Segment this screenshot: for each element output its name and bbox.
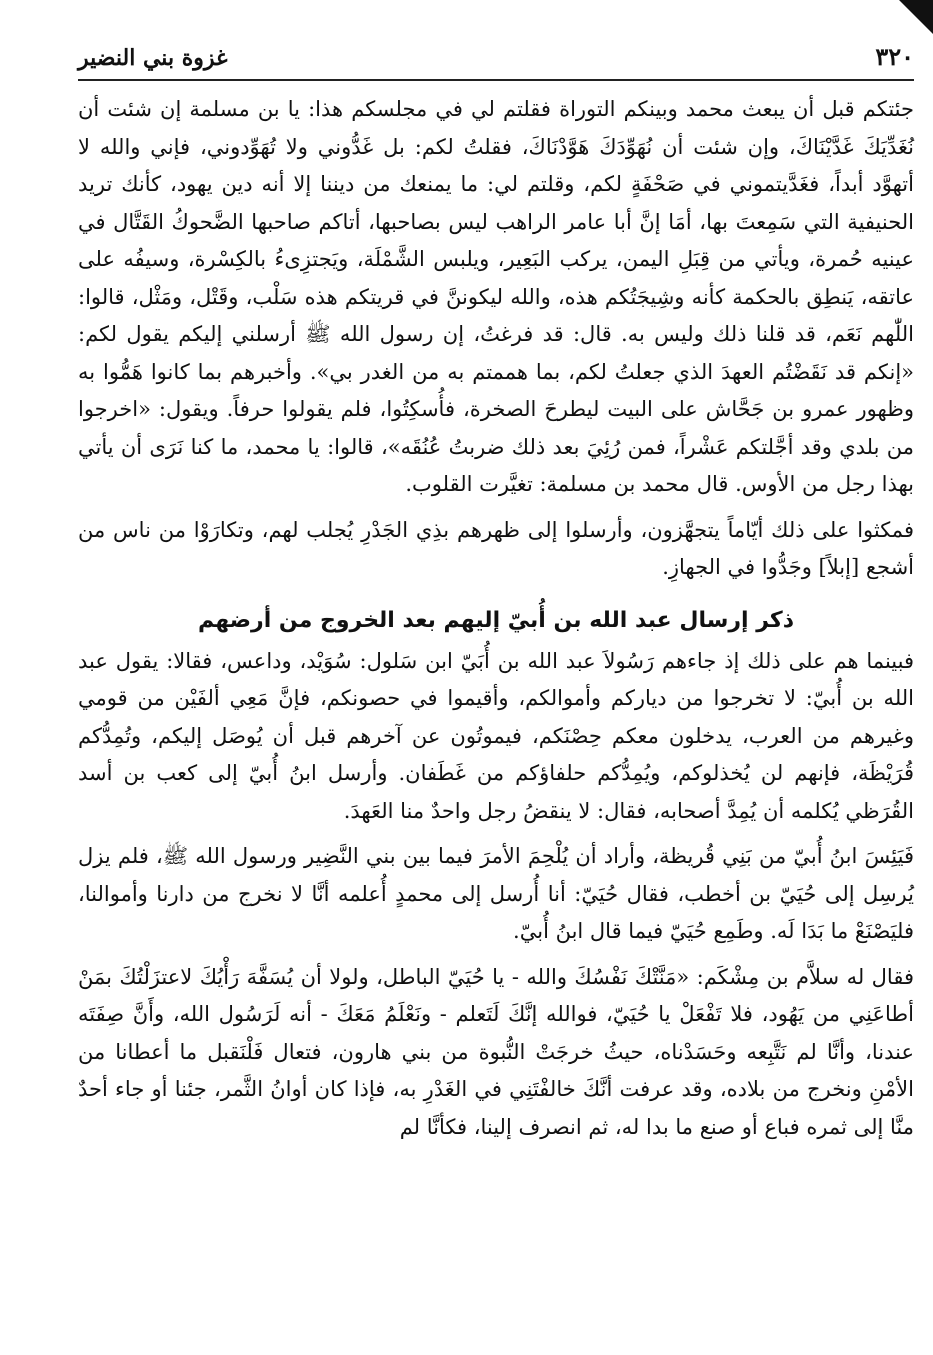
section-heading: ذكر إرسال عبد الله بن أُبيّ إليهم بعد الخروج من أرضهم (198, 607, 794, 633)
paragraph-1: جئتكم قبل أن يبعث محمد وبينكم التوراة فقلتم لي في مجلسكم هذا: يا بن مسلمة إن شئت أن نُغَدِّيَكَ غَدَّيْنَاكَ، وإن شئت أن نُهَوِّدَكَ هَوَّدْنَاكَ، فقلتُ لكم: بل غَدُّوني ولا تُهَوِّدوني، فإني والله لا أتهوَّد أبداً، فغَدَّيتموني في صَحْفَةٍ لكم، وقلتم لي: ما يمنعك من ديننا إلا أنه دين يهود، كأنك تريد الحنيفية التي سَمِعتَ بها، أمَا إنَّ أبا عامر الراهب ليس بصاحبها، أتاكم صاحبها الضَّحوكُ القَتَّال في عينيه حُمرة، ويأتي من قِبَلِ اليمن، يركب البَعِير، ويلبس الشَّمْلَة، ويَجتزِىءُ بالكِسْرة، وسيفُه على عاتقه، يَنطِق بالحكمة كأنه وشِيجَتُكم هذه، والله ليكوننَّ في قريتكم هذه سَلْب، وقَتْل، ومَثْل، قالوا: اللّٰهم نَعَم، قد قلنا ذلك وليس به. قال: قد فرغتُ، إن رسول الله ﷺ أرسلني إليكم يقول لكم: «إنكم قد نَقَضْتُم العهدَ الذي جعلتُ لكم، بما هممتم به من الغدر بي». وأخبرهم بما كانوا هَمُّوا به وظهور عمرو بن جَحَّاش على البيت ليطرحَ الصخرة، فأُسكِتُوا، فلم يقولوا حرفاً. ويقول: «اخرجوا من بلدي وقد أجَّلتكم عَشْراً، فمن رُئِيَ بعد ذلك ضربتُ عُنُقَه»، قالوا: يا محمد، ما كنا نَرَى أن يأتي بهذا رجل من الأوس. قال محمد بن مسلمة: تغيَّرت القلوب. (78, 97, 914, 496)
paragraph-3: فبينما هم على ذلك إذ جاءهم رَسُولاَ عبد الله بن أُبَيّ ابن سَلول: سُوَيْد، وداعس، فقالا: يقول عبد الله بن أُبيّ: لا تخرجوا من دياركم وأموالكم، وأقيموا في حصونكم، فإنَّ مَعِي ألفَيْن من قومي وغيرهم من العرب، يدخلون معكم حِصْنَكم، فيموتُون عن آخرهم قبل أن يُوصَل إليكم، وتُمِدُّكم قُرَيْظَة، فإنهم لن يُخذلوكم، ويُمِدُّكم حلفاؤكم من غَطَفان. وأرسل ابنُ أُبيّ إلى كعب بن أسد القُرَظي يُكلمه أن يُمِدَّ أصحابه، فقال: لا ينقضُ رجل واحدٌ منا العَهدَ. (78, 648, 914, 823)
book-page (78, 40, 914, 1154)
paragraph-5: فقال له سلاَّم بن مِشْكَم: «مَنَّتْكَ نَفْسُكَ والله - يا حُيَيّ الباطل، ولولا أن يُسَفَّهَ رَأْيُكَ لاعتزَلْتُكَ بمَنْ أطاعَنِي من يَهُود، فلا تَفْعَلْ يا حُيَيّ، فوالله إنَّكَ لَتَعلم - ونَعْلَمُ مَعَكَ - أنه لَرَسُول الله، وأَنَّ صِفَتَه عندنا، وأنَّا لم نَتَّبِعه وحَسَدْناه، حيثُ خرجَتْ النُّبوة من بني هارون، فتعال فَلْنَقبل ما أعطانا من الأمْنِ ونخرج من بلاده، وقد عرفت أنَّكَ خالفْتَنِي في الغَدْرِ به، فإذا كان أوانُ الثَّمر، جئنا أو جاء أحدٌ منَّا إلى ثمره فباع أو صنع ما بدا له، ثم انصرف إلينا، فكأنَّا لم (78, 964, 914, 1139)
running-header (78, 40, 914, 81)
page-corner-mark (899, 0, 933, 34)
paragraph-4: فَيَئِسَ ابنُ أُبيّ من بَنِي قُريظة، وأراد أن يُلْحِمَ الأمرَ فيما بين بني النَّضِير ورسول الله ﷺ، فلم يزل يُرسِل إلى حُيَيّ بن أخطب، فقال حُيَيّ: أنا أُرسل إلى محمدٍ أُعلمه أنَّا لا نخرج من دارنا وأموالنا، فليَصْنَعْ ما بَدَا لَه. وطَمِع حُيَيّ فيما قال ابنُ أُبيّ. (78, 844, 914, 943)
running-title: غزوة بني النضير (78, 45, 228, 71)
paragraph-2: فمكثوا على ذلك أيّاماً يتجهَّزون، وأرسلوا إلى ظهرهم بذِي الجَدْرِ يُجلب لهم، وتكارَوْا من ناس من أشجع [إبلاً] وجَدُّوا في الجهازِ. (78, 517, 914, 579)
page-number: ٣٢٠ (875, 42, 914, 71)
